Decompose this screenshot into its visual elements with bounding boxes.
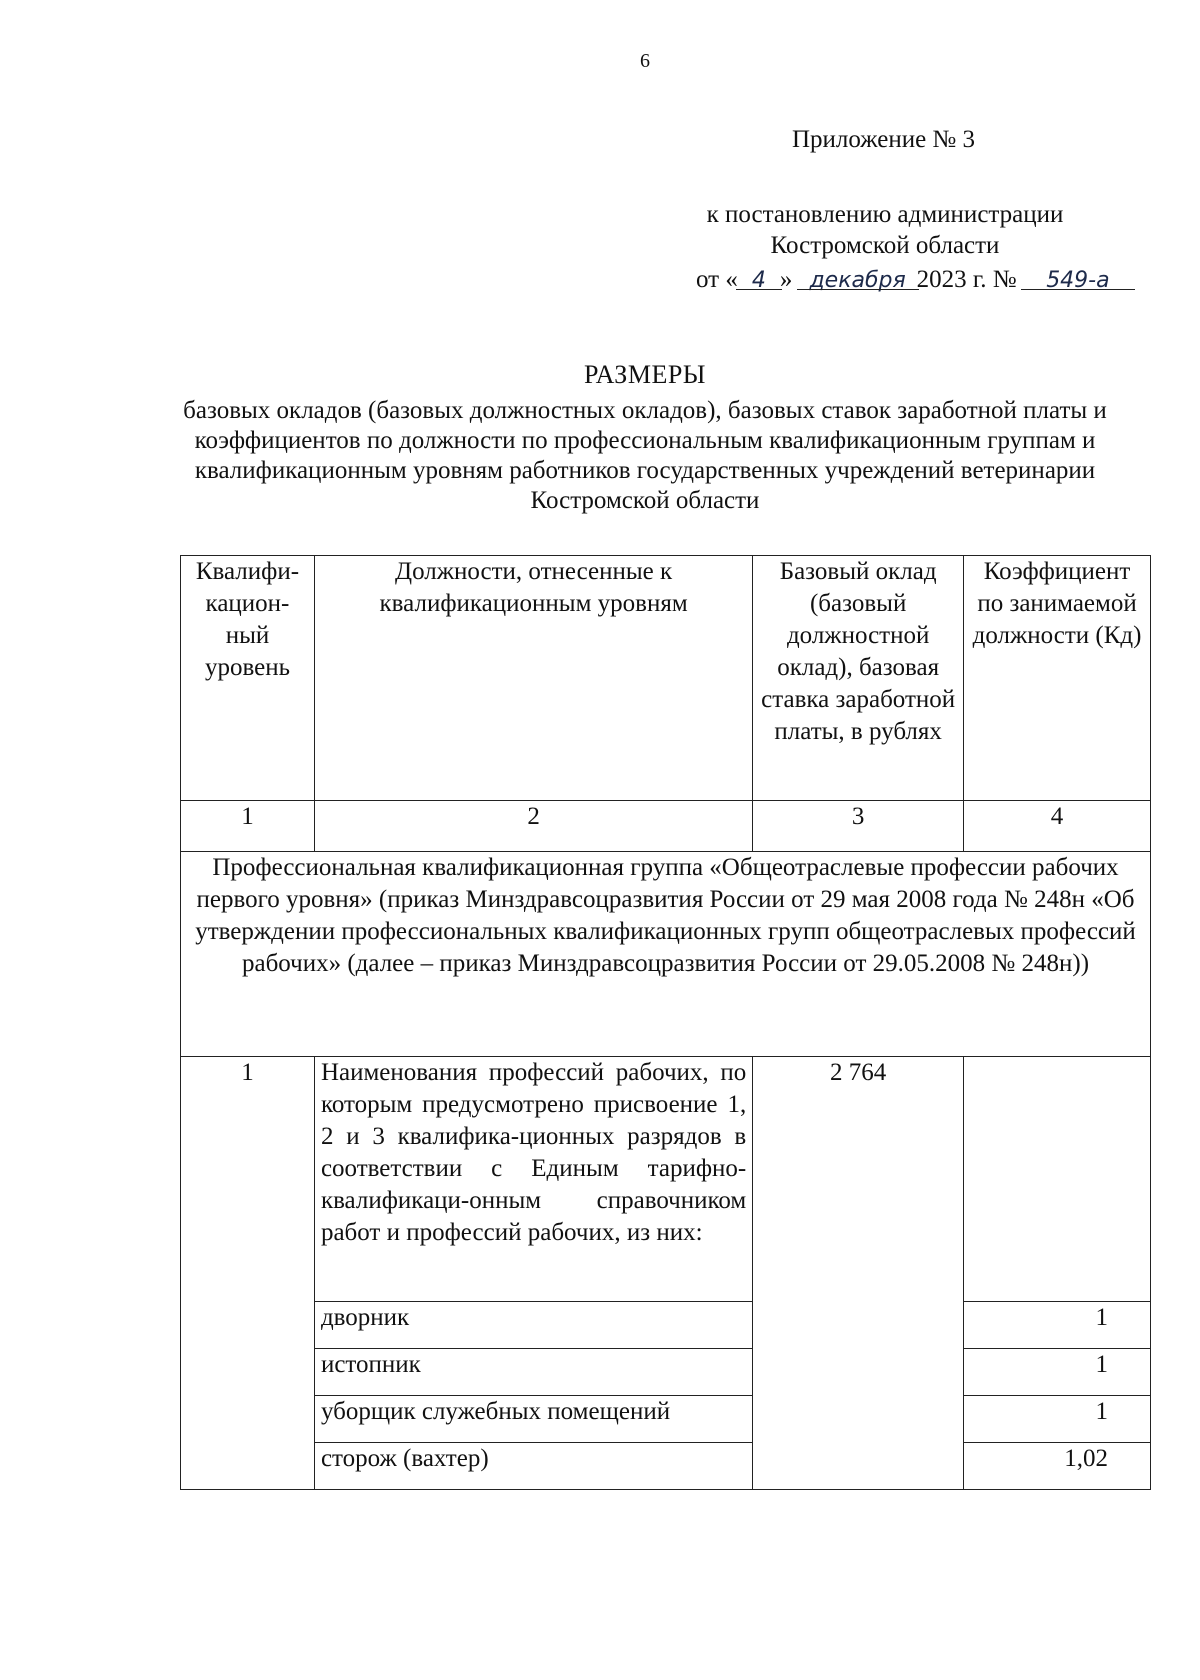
decree-line-2: Костромской области [770, 232, 1000, 259]
column-number: 2 [314, 801, 752, 852]
header-base-salary: Базовый оклад (базовый должностной оклад), базовая ставка заработной платы, в рублях [753, 556, 964, 801]
decree-date-line [696, 266, 1133, 294]
page-number: 6 [640, 50, 650, 72]
document-subtitle: базовых окладов (базовых должностных окладов), базовых ставок заработной платы и коэффициентов по должности по профессиональным квалификационным группам и квалификационным уровням работников государственных учреждений ветеринарии Костромской области [183, 397, 1107, 514]
level-description-cell: Наименования профессий рабочих, по которым предусмотрено присвоение 1, 2 и 3 квалифика-ционных разрядов в соответствии с Единым тарифно-квалификаци-онным справочником работ и профессий рабочих, из них: [314, 1057, 752, 1302]
decree-line-1: к постановлению администрации [706, 201, 1064, 228]
header-positions: Должности, отнесенные к квалификационным уровням [314, 556, 752, 801]
table-header-row [181, 556, 1151, 801]
document-title: РАЗМЕРЫ [584, 360, 706, 389]
position-name: уборщик служебных помещений [314, 1396, 752, 1443]
column-number: 3 [753, 801, 964, 852]
empty-coefficient-cell [964, 1057, 1151, 1302]
column-number: 4 [964, 801, 1151, 852]
date-prefix: от « [696, 266, 738, 293]
position-coefficient: 1 [964, 1302, 1151, 1349]
decree-number-handwritten: 549-а [1023, 268, 1133, 293]
date-mid: » [779, 266, 793, 293]
qualification-level-cell: 1 [181, 1057, 315, 1490]
position-coefficient: 1 [964, 1349, 1151, 1396]
base-salary-cell: 2 764 [753, 1057, 964, 1490]
decree-reference [690, 199, 1080, 261]
position-coefficient: 1,02 [964, 1443, 1151, 1490]
group-title-row [181, 852, 1151, 1057]
table-row [181, 1057, 1151, 1302]
column-number: 1 [181, 801, 315, 852]
position-name: истопник [314, 1349, 752, 1396]
date-year: 2023 г. № [916, 266, 1017, 293]
table-row [181, 1302, 1151, 1349]
position-coefficient: 1 [964, 1396, 1151, 1443]
position-name: дворник [314, 1302, 752, 1349]
header-coefficient: Коэффициент по занимаемой должности (Кд) [964, 556, 1151, 801]
header-qualification-level: Квалифи-кацион-ный уровень [181, 556, 315, 801]
professional-group-title: Профессиональная квалификационная группа «Общеотраслевые профессии рабочих первого уровня» (приказ Минздравсоцразвития России от 29 мая 2008 года № 248н «Об утверждении профессиональных квалификационных групп общеотраслевых профессий рабочих» (далее – приказ Минздравсоцразвития России от 29.05.2008 № 248н)) [181, 852, 1151, 1057]
table-row [181, 1443, 1151, 1490]
salary-table [180, 555, 1151, 1490]
table-row [181, 1349, 1151, 1396]
column-number-row [181, 801, 1151, 852]
table-row [181, 1396, 1151, 1443]
appendix-label: Приложение № 3 [792, 126, 976, 153]
date-month-handwritten: декабря [799, 268, 917, 293]
date-day-handwritten: 4 [738, 268, 780, 293]
position-name: сторож (вахтер) [314, 1443, 752, 1490]
